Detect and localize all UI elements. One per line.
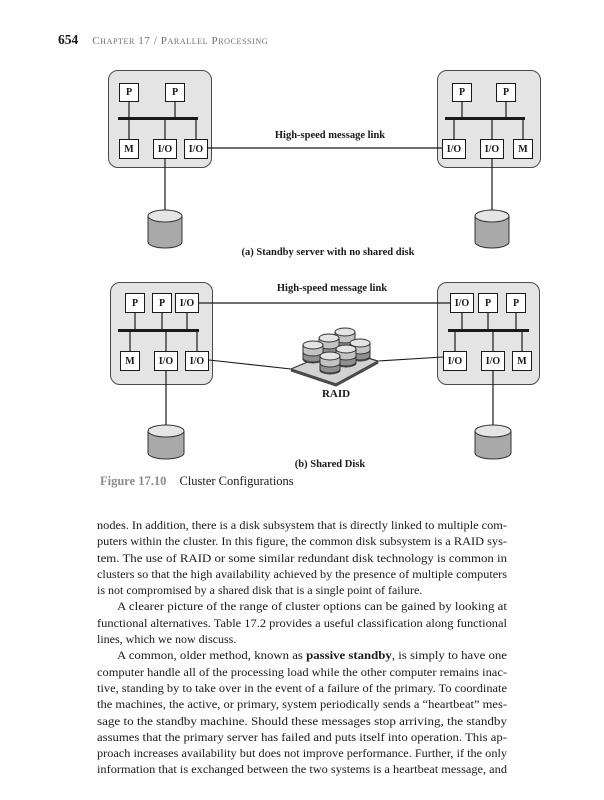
io-box: I/O bbox=[154, 351, 178, 371]
message-link-label-b: High-speed message link bbox=[276, 283, 388, 294]
body-line: A clearer picture of the range of cluster options can be gained by looking at bbox=[117, 599, 507, 614]
raid-array-icon bbox=[291, 328, 378, 385]
body-line: the machines, the active, or primary, system periodically sends a “heartbeat” mes- bbox=[97, 697, 508, 712]
disk-icon bbox=[148, 425, 184, 459]
body-line: clusters so that the high availability achieved by the presence of multiple computers bbox=[97, 566, 507, 581]
memory-box: M bbox=[513, 139, 533, 159]
processor-box: P bbox=[478, 293, 498, 313]
figure-title: Cluster Configurations bbox=[179, 474, 294, 488]
body-line: sage to the standby machine. Should these messages stop arriving, the standby bbox=[97, 713, 507, 728]
body-text bbox=[97, 517, 507, 778]
disk-icon bbox=[475, 425, 511, 459]
body-line: computer handle all of the processing load while the other computer remains inac- bbox=[97, 664, 507, 679]
page-number: 654 bbox=[58, 32, 79, 47]
body-line: proach increases availability but does not improve performance. Further, if the only bbox=[97, 746, 507, 761]
memory-box: M bbox=[512, 351, 532, 371]
processor-box: P bbox=[152, 293, 172, 313]
processor-box: P bbox=[452, 83, 472, 102]
processor-box: P bbox=[496, 83, 516, 102]
message-link-label-a: High-speed message link bbox=[274, 130, 386, 141]
raid-label: RAID bbox=[321, 388, 351, 400]
io-box: I/O bbox=[175, 293, 199, 313]
body-line: assumes that the primary server has failed and puts itself into operation. This ap- bbox=[97, 729, 507, 744]
raid-link-left bbox=[209, 360, 291, 369]
figure-caption bbox=[100, 474, 294, 489]
body-line: functional alternatives. Table 17.2 provides a useful classification along functional bbox=[97, 615, 507, 630]
io-box: I/O bbox=[450, 293, 474, 313]
body-line: is not compromised by a shared disk that is a single point of failure. bbox=[97, 583, 423, 598]
chapter-title: Chapter 17 / Parallel Processing bbox=[92, 35, 269, 47]
caption-a: (a) Standby server with no shared disk bbox=[241, 247, 415, 258]
processor-box: P bbox=[506, 293, 526, 313]
page-header bbox=[58, 31, 268, 49]
caption-b: (b) Shared Disk bbox=[294, 459, 366, 470]
processor-box: P bbox=[165, 83, 185, 102]
processor-box: P bbox=[119, 83, 139, 102]
body-line: tive, standing by to take over in the event of a failure of the primary. To coordinate bbox=[97, 680, 507, 695]
key-term: passive standby bbox=[306, 648, 392, 663]
memory-box: M bbox=[119, 139, 139, 159]
io-box: I/O bbox=[153, 139, 177, 159]
io-box: I/O bbox=[481, 351, 505, 371]
body-line: nodes. In addition, there is a disk subsystem that is directly linked to multiple com- bbox=[97, 518, 507, 532]
processor-box: P bbox=[125, 293, 145, 313]
memory-box: M bbox=[120, 351, 140, 371]
io-box: I/O bbox=[184, 139, 208, 159]
body-line: puters within the cluster. In this figure, the common disk subsystem is a RAID sys- bbox=[97, 534, 507, 549]
figure-number: Figure 17.10 bbox=[100, 474, 167, 488]
body-line: information that is exchanged between the two systems is a heartbeat message, and bbox=[97, 762, 507, 777]
io-box: I/O bbox=[185, 351, 209, 371]
body-line: tem. The use of RAID or some similar redundant disk technology is common in bbox=[97, 550, 507, 565]
disk-icon bbox=[148, 210, 182, 248]
body-line: A common, older method, known as passive standby, is simply to have one bbox=[117, 648, 507, 663]
disk-icon bbox=[475, 210, 509, 248]
io-box: I/O bbox=[443, 351, 467, 371]
raid-link-right bbox=[378, 357, 443, 361]
io-box: I/O bbox=[480, 139, 504, 159]
io-box: I/O bbox=[442, 139, 466, 159]
body-line: lines, which we now discuss. bbox=[97, 632, 237, 647]
